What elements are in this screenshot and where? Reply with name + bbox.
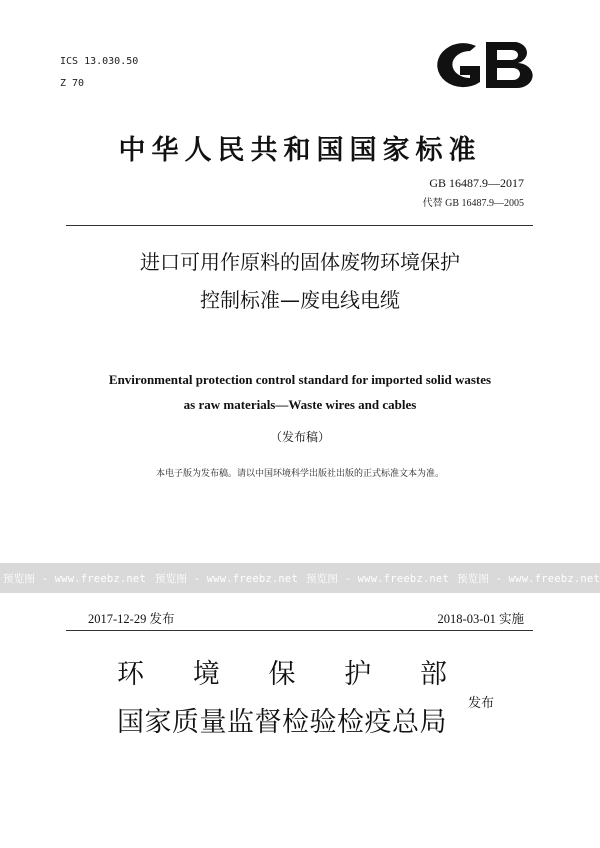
cn-title-line-2: 控制标准—废电线电缆 [200, 288, 400, 312]
replaces-standard: 代替 GB 16487.9—2005 [422, 198, 524, 209]
en-title-line-1: Environmental protection control standard for imported solid wastes [108, 372, 492, 387]
issuer-ministry-char: 境 [192, 659, 220, 690]
issue-date: 2017-12-29 发布 [88, 612, 175, 626]
cn-title-line-1: 进口可用作原料的固体废物环境保护 [140, 250, 460, 274]
issuer-ministry-char: 环 [117, 659, 144, 690]
ics-code: ICS 13.030.50 [60, 56, 139, 67]
edition-note: 本电子版为发布稿。请以中国环境科学出版社出版的正式标准文本为准。 [155, 469, 444, 479]
issuer-ministry [117, 652, 447, 691]
bottom-divider [66, 630, 533, 631]
watermark-banner [0, 563, 600, 593]
national-standard-title: 中华人民共和国国家标准 [118, 135, 482, 166]
watermark-text: 预览图 - www.freebz.net [306, 573, 449, 585]
issuer-ministry-char: 部 [420, 659, 447, 690]
watermark-text: 预览图 - www.freebz.net [3, 573, 146, 585]
standard-number: GB 16487.9—2017 [429, 176, 524, 190]
issuer-ministry-char: 保 [268, 659, 296, 690]
watermark-text: 预览图 - www.freebz.net [155, 573, 298, 585]
en-title-line-2: as raw materials—Waste wires and cables [183, 397, 417, 412]
gb-logo-icon [430, 36, 534, 94]
draft-label: （发布稿） [269, 430, 330, 444]
ccs-code: Z 70 [60, 78, 85, 89]
issuer-administration: 国家质量监督检验检疫总局 [117, 707, 447, 738]
top-divider [66, 225, 533, 226]
watermark-text: 预览图 - www.freebz.net [457, 573, 600, 585]
implementation-date: 2018-03-01 实施 [437, 612, 524, 626]
publish-label: 发布 [468, 696, 495, 711]
issuer-ministry-char: 护 [344, 659, 372, 690]
